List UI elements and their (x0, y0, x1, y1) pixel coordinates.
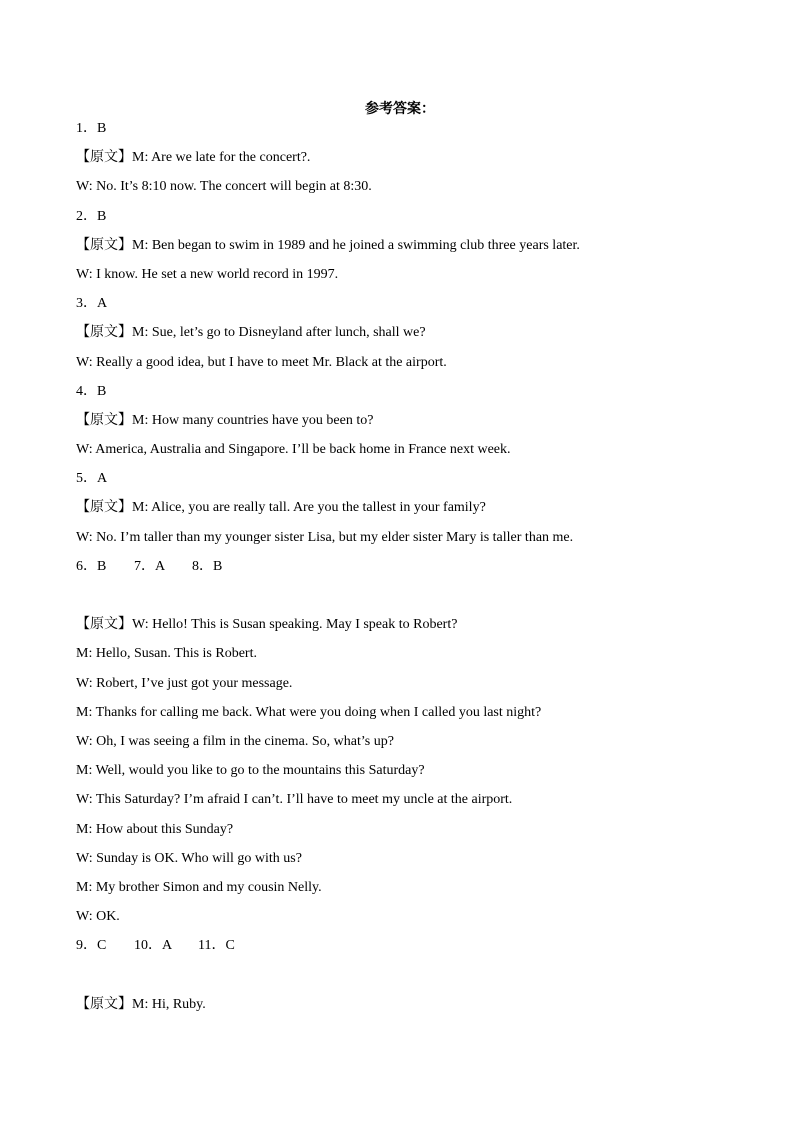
answer-7: 7．A (134, 558, 166, 574)
transcript-line: 【原文】M: Are we late for the concert?. (76, 150, 311, 166)
transcript-line: W: This Saturday? I’m afraid I can’t. I’ll have to meet my uncle at the airport. (76, 792, 513, 808)
answer-line: 5．A (76, 471, 108, 487)
answer-line: 3．A (76, 296, 108, 312)
transcript-line: W: Robert, I’ve just got your message. (76, 675, 293, 691)
answer-body (76, 120, 756, 1025)
transcript-line: W: No. I’m taller than my younger sister Lisa, but my elder sister Mary is taller than me. (76, 529, 574, 545)
answer-11: 11．C (198, 938, 235, 954)
transcript-line: M: Thanks for calling me back. What were you doing when I called you last night? (76, 704, 542, 720)
answer-line: 1．B (76, 121, 107, 136)
transcript-line: 【原文】M: Sue, let’s go to Disneyland after lunch, shall we? (76, 325, 426, 341)
transcript-line: W: No. It’s 8:10 now. The concert will begin at 8:30. (76, 179, 372, 195)
answer-group-6-8 (76, 558, 756, 587)
answer-6: 6．B (76, 558, 107, 574)
transcript-line: W: I know. He set a new world record in 1997. (76, 266, 339, 282)
answer-10: 10．A (134, 938, 173, 954)
transcript-line: W: OK. (76, 909, 120, 925)
transcript-line: 【原文】M: Hi, Ruby. (76, 996, 206, 1012)
transcript-line: 【原文】W: Hello! This is Susan speaking. May I speak to Robert? (76, 617, 458, 633)
answer-line: 2．B (76, 208, 107, 224)
transcript-line: W: Really a good idea, but I have to meet Mr. Black at the airport. (76, 354, 447, 370)
answer-8: 8．B (192, 558, 223, 574)
blank-line (76, 587, 756, 616)
transcript-line: M: How about this Sunday? (76, 821, 234, 837)
answer-group-9-11 (76, 937, 756, 966)
answer-line: 4．B (76, 383, 107, 399)
transcript-line: M: Well, would you like to go to the mountains this Saturday? (76, 763, 425, 779)
blank-line (76, 966, 756, 995)
answer-9: 9．C (76, 938, 107, 954)
transcript-line: W: Sunday is OK. Who will go with us? (76, 850, 302, 866)
transcript-line: W: America, Australia and Singapore. I’ll be back home in France next week. (76, 442, 511, 458)
transcript-line: 【原文】M: Alice, you are really tall. Are you the tallest in your family? (76, 500, 486, 516)
transcript-line: 【原文】M: How many countries have you been to? (76, 412, 374, 428)
transcript-line: W: Oh, I was seeing a film in the cinema. So, what’s up? (76, 733, 394, 749)
transcript-line: 【原文】M: Ben began to swim in 1989 and he joined a swimming club three years later. (76, 237, 580, 253)
transcript-line: M: My brother Simon and my cousin Nelly. (76, 879, 322, 895)
page-title: 参考答案： (365, 102, 435, 117)
transcript-line: M: Hello, Susan. This is Robert. (76, 646, 257, 662)
